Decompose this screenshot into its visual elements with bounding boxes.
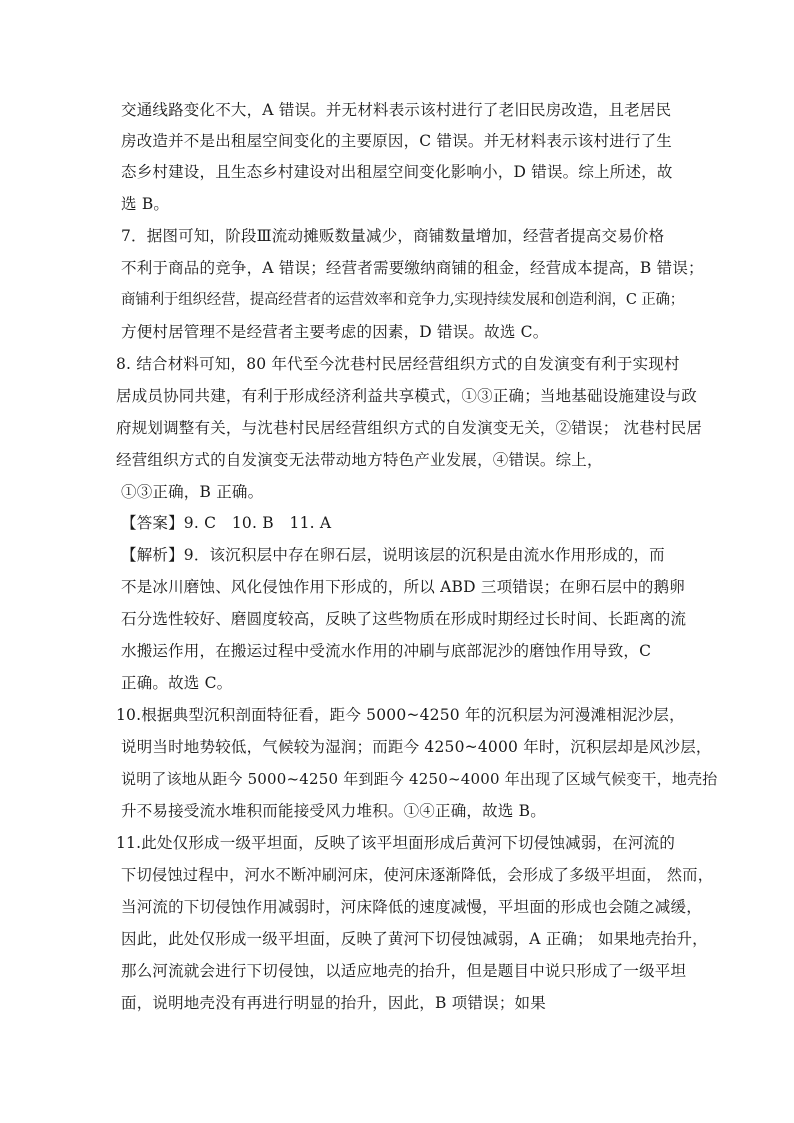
text-line: 选 B。 <box>121 195 170 213</box>
text-line: 面，说明地壳没有再进行明显的抬升，因此，B 项错误；如果 <box>121 994 546 1012</box>
text-line: 交通线路变化不大，A 错误。并无材料表示该村进行了老旧民房改造，且老居民 <box>121 101 672 119</box>
text-line: 态乡村建设，且生态乡村建设对出租屋空间变化影响小，D 错误。综上所述，故 <box>121 163 673 181</box>
text-line: 那么河流就会进行下切侵蚀，以适应地壳的抬升，但是题目中说只形成了一级平坦 <box>121 962 687 980</box>
text-line: 居成员协同共建，有利于形成经济利益共享模式，①③正确；当地基础设施建设与政 <box>116 387 697 405</box>
text-line: 当河流的下切侵蚀作用减弱时，河床降低的速度减慢，平坦面的形成也会随之减缓， <box>121 898 702 916</box>
text-line: 因此，此处仅形成一级平坦面，反映了黄河下切侵蚀减弱，A 正确； 如果地壳抬升， <box>121 930 708 948</box>
text-line: 下切侵蚀过程中，河水不断冲刷河床，使河床逐渐降低，会形成了多级平坦面， 然而， <box>121 866 714 884</box>
text-line: 10.根据典型沉积剖面特征看，距今 5000~4250 年的沉积层为河漫滩相泥沙层， <box>116 706 685 724</box>
text-line: 不利于商品的竞争，A 错误；经营者需要缴纳商铺的租金，经营成本提高，B 错误； <box>121 259 704 277</box>
text-line: 正确。故选 C。 <box>121 674 233 692</box>
text-line: 8. 结合材料可知，80 年代至今沈巷村民居经营组织方式的自发演变有利于实现村 <box>116 355 680 373</box>
text-line: 7．据图可知，阶段Ⅲ流动摊贩数量减少，商铺数量增加，经营者提高交易价格 <box>121 227 665 245</box>
text-line: 商铺利于组织经营，提高经营者的运营效率和竞争力,实现持续发展和创造利润，C 正确； <box>121 292 685 308</box>
text-line: ①③正确，B 正确。 <box>121 483 264 501</box>
text-line: 府规划调整有关，与沈巷村民居经营组织方式的自发演变无关，②错误； 沈巷村民居 <box>116 419 703 437</box>
text-line: 石分选性较好、磨圆度较高，反映了这些物质在形成时期经过长时间、长距离的流 <box>121 610 687 628</box>
text-line: 说明当时地势较低，气候较为湿润；而距今 4250~4000 年时，沉积层却是风沙层， <box>121 738 712 756</box>
analysis-line: 【解析】9．该沉积层中存在卵石层，说明该层的沉积是由流水作用形成的，而 <box>121 546 665 564</box>
text-line: 经营组织方式的自发演变无法带动地方特色产业发展，④错误。综上， <box>116 451 603 469</box>
text-line: 水搬运作用，在搬运过程中受流水作用的冲刷与底部泥沙的磨蚀作用导致，C <box>121 642 652 660</box>
text-line: 房改造并不是出租屋空间变化的主要原因，C 错误。并无材料表示该村进行了生 <box>121 132 672 150</box>
text-line: 升不易接受流水堆积而能接受风力堆积。①④正确，故选 B。 <box>121 802 546 820</box>
text-line: 说明了该地从距今 5000~4250 年到距今 4250~4000 年出现了区域气候变干，地壳抬 <box>121 770 718 788</box>
text-line: 不是冰川磨蚀、风化侵蚀作用下形成的，所以 ABD 三项错误；在卵石层中的鹅卵 <box>121 578 685 596</box>
answer-line: 【答案】9. C 10. B 11. A <box>121 514 332 532</box>
text-line: 方便村居管理不是经营者主要考虑的因素，D 错误。故选 C。 <box>121 323 549 341</box>
text-line: 11.此处仅形成一级平坦面，反映了该平坦面形成后黄河下切侵蚀减弱，在河流的 <box>116 834 676 852</box>
